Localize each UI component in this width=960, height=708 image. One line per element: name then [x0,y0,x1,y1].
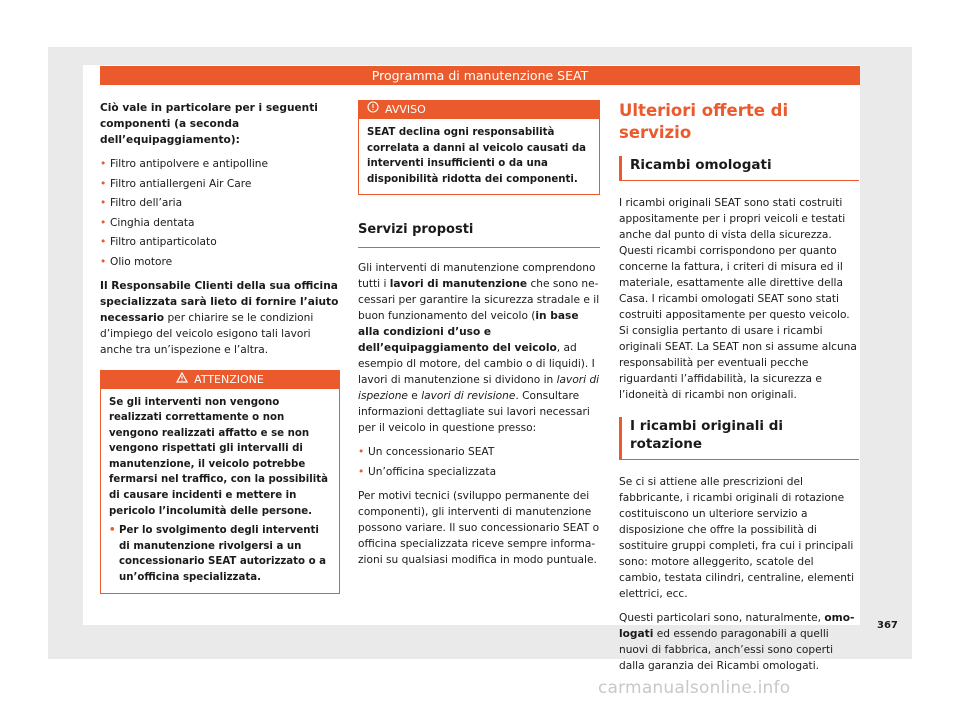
notice-body: SEAT declina ogni responsabilità correlata a danni al veicolo causati da interventi insufficienti o da una disponibilità ridotta dei componenti. [367,127,586,185]
paragraph: I ricambi originali SEAT sono stati costruiti appositamente per i propri veicoli e testati anche dal punto di vista della sicurezza. Questi ricambi corrispondono per quanto concerne la fattura, i criteri di misura ed il materiale, esattamente alle direttive della Casa. I ricambi omologati SEAT sono stati costruiti appositamente per questo veicolo. Si consiglia pertanto di usare i ricambi originali SEAT. La SEAT non si assume alcuna responsabilità per eventuali pecche riguardanti l’affidabilità, la sicurezza e l’idoneità di ricambi non originali. [619,197,857,401]
list-item: • Filtro antiallergeni Air Care [100,177,252,190]
bullet-dot-icon: • [100,158,107,170]
warning-body: Se gli interventi non vengono realizzati correttamente o non vengono realizzati affatto e se non vengono rispettati gli intervalli di manutenzione, il veicolo potrebbe fermarsi nel traffico, con la possibilità di causare incidenti e mettere in pericolo l’incolumità delle persone. • Per lo svolgimento degli interventi di manutenzione rivolgersi a un concessionario SEAT autorizzato o a un’officina specializzata. [101,389,339,593]
info-circle-icon [367,101,379,119]
subsection-title-rotazione: I ricambi originali di rotazione [619,417,859,460]
component-list [100,156,340,270]
outro-paragraph: Il Responsabile Clienti della sua officina specializzata sarà lieto di fornire l’aiuto necessario per chiarire se le condizioni d’impiego del veicolo esigono tali lavori anche tra un’ispezione e l’altra. [100,279,339,356]
dealer-list [358,444,600,480]
bullet-dot-icon: • [100,216,107,229]
page-number: 367 [877,620,898,631]
warning-header: ATTENZIONE [101,371,339,389]
bullet-dot-icon: • [358,446,365,459]
column-3 [619,100,859,682]
section-title-offerte: Ulteriori offerte di servizio [619,101,789,142]
list-item: • Un concessionario SEAT [358,446,495,459]
column-2 [358,100,600,576]
watermark: carmanualsonline.info [598,678,791,698]
paragraph: Gli interventi di manutenzione comprendono tutti i lavori di manutenzione che sono necessari per garantire la sicurezza stradale e il buon funzionamento del veicolo (in base alla condizioni d’uso e dell’equipaggiamento del veicolo, ad esempio dl motore, del cambio o di liquidi). I lavori di manutenzione si dividono in lavori di ispezione e lavori di revisione. Consultare informazioni dettagliate sui lavori necessari per il veicolo in questione presso: [358,262,600,435]
warning-triangle-icon [176,371,188,389]
column-1 [100,100,340,602]
intro-text: Ciò vale in particolare per i seguenti componenti (a seconda dell’equipaggiamento): [100,102,318,146]
bullet-dot-icon: • [100,177,107,190]
list-item: • Filtro antiparticolato [100,236,217,248]
paragraph: Se ci si attiene alle prescrizioni del fabbricante, i ricambi originali di rotazione costituiscono un ulteriore servizio a disposizione che offre la possibilità di sostituire gruppi completi, fra cui i principali sono: motore alleggerito, scatole del cambio, testata cilindri, centraline, elementi elettrici, ecc. [619,476,855,600]
list-item: • Olio motore [100,255,173,268]
list-item: • Un’officina specializzata [358,465,497,478]
page-header: Programma di manutenzione SEAT [100,66,860,85]
notice-box [358,100,600,195]
list-item: • Cinghia dentata [100,216,195,229]
subsection-title-ricambi: Ricambi omologati [619,156,859,181]
bullet-dot-icon: • [109,525,116,537]
bullet-dot-icon: • [100,236,107,248]
list-item: • Filtro dell’aria [100,197,183,209]
notice-header: AVVISO [359,101,599,119]
bullet-dot-icon: • [358,465,365,478]
paragraph: Per motivi tecnici (sviluppo permanente dei componenti), gli interventi di manutenzione possono variare. Il suo concessionario SEAT o officina specializzata riceve sempre informazioni su qualsiasi modifica in modo puntuale. [358,489,600,566]
bullet-dot-icon: • [100,255,107,268]
section-title-servizi: Servizi proposti [358,221,600,248]
list-item: • Filtro antipolvere e antipolline [100,158,269,170]
warning-box [100,370,340,594]
bullet-dot-icon: • [100,197,107,209]
paragraph: Questi particolari sono, naturalmente, omologati ed essendo paragonabili a quelli nuovi di fabbrica, anch’essi sono coperti dalla garanzia dei Ricambi omologati. [619,612,855,672]
list-item: • Per lo svolgimento degli interventi di manutenzione rivolgersi a un concessionario SEAT autorizzato o a un’officina specializzata. [109,525,327,584]
